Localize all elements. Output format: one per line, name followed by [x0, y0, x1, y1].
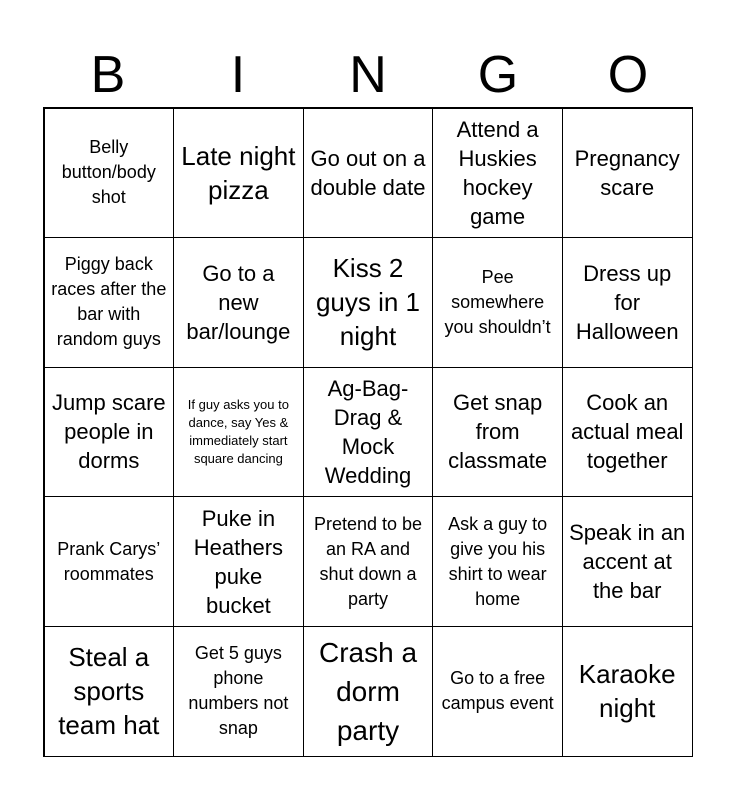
cell-text: Puke in Heathers puke bucket	[193, 505, 284, 618]
bingo-cell[interactable]	[44, 626, 175, 757]
bingo-cell[interactable]	[173, 108, 304, 239]
header-letter-o: O	[607, 46, 649, 104]
cell-text: Ask a guy to give you his shirt to wear home	[448, 513, 548, 609]
cell-text: Dress up for Halloween	[575, 260, 679, 344]
cell-text: Belly button/body shot	[61, 137, 156, 208]
bingo-cell[interactable]	[173, 367, 304, 498]
bingo-cell[interactable]	[173, 626, 304, 757]
cell-text: Late night pizza	[181, 140, 296, 205]
cell-text: Pee somewhere you shouldn’t	[444, 266, 551, 337]
bingo-cell[interactable]	[432, 108, 563, 239]
cell-text: Get 5 guys phone numbers not snap	[188, 643, 289, 739]
bingo-cell[interactable]	[432, 367, 563, 498]
cell-text: Piggy back races after the bar with random guys	[51, 254, 167, 350]
cell-text: Go to a new bar/lounge	[186, 260, 291, 344]
bingo-cell[interactable]	[173, 237, 304, 368]
bingo-grid	[43, 107, 693, 757]
cell-text: Pretend to be an RA and shut down a party	[313, 513, 423, 609]
bingo-cell[interactable]	[173, 496, 304, 627]
bingo-cell[interactable]	[432, 626, 563, 757]
cell-text: Pregnancy scare	[574, 145, 680, 200]
cell-text: Go out on a double date	[310, 145, 426, 200]
bingo-cell[interactable]	[562, 108, 693, 239]
bingo-cell[interactable]	[44, 367, 175, 498]
cell-text: Jump scare people in dorms	[51, 390, 166, 474]
bingo-cell[interactable]	[44, 237, 175, 368]
header-letter-n: N	[349, 46, 387, 104]
bingo-cell[interactable]	[562, 496, 693, 627]
cell-text: Ag-Bag-Drag & Mock Wedding	[324, 375, 412, 488]
cell-text: If guy asks you to dance, say Yes & immediately start square dancing	[187, 396, 289, 466]
cell-text: Speak in an accent at the bar	[569, 520, 686, 604]
bingo-cell[interactable]	[562, 367, 693, 498]
cell-text: Steal a sports team hat	[58, 642, 160, 741]
cell-text: Kiss 2 guys in 1 night	[315, 253, 421, 352]
header-letter-i: I	[230, 46, 246, 104]
bingo-header	[43, 44, 693, 106]
header-letter-g: G	[477, 46, 519, 104]
bingo-cell[interactable]	[562, 237, 693, 368]
cell-text: Get snap from classmate	[448, 390, 548, 474]
cell-text: Karaoke night	[578, 659, 676, 724]
cell-text: Go to a free campus event	[441, 668, 554, 714]
bingo-cell[interactable]	[303, 496, 434, 627]
bingo-cell[interactable]	[432, 237, 563, 368]
bingo-cell[interactable]	[44, 108, 175, 239]
cell-text: Crash a dorm party	[318, 636, 418, 746]
bingo-cell[interactable]	[303, 367, 434, 498]
bingo-cell[interactable]	[44, 496, 175, 627]
header-letter-b: B	[90, 46, 126, 104]
bingo-cell[interactable]	[432, 496, 563, 627]
cell-text: Prank Carys’ roommates	[57, 538, 161, 584]
bingo-cell[interactable]	[303, 237, 434, 368]
bingo-cell[interactable]	[562, 626, 693, 757]
bingo-cell[interactable]	[303, 108, 434, 239]
cell-text: Attend a Huskies hockey game	[456, 116, 539, 229]
cell-text: Cook an actual meal together	[570, 390, 684, 474]
bingo-cell[interactable]	[303, 626, 434, 757]
